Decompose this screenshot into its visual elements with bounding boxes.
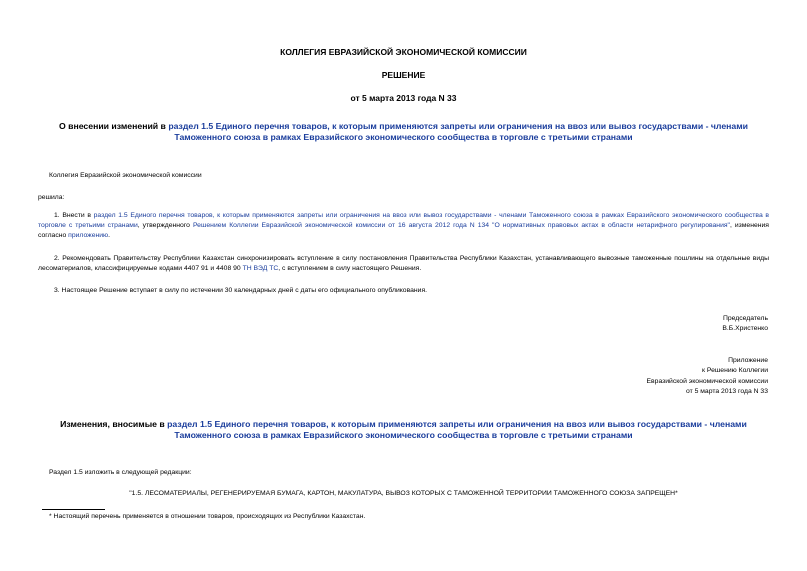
p2-text-1: 2. Рекомендовать Правительству Республики Казахстан синхронизировать вступление в силу постановления Правительства Республики Казахстан, устанавливающего вывозные таможенные пошлины на отдельные виды лесоматериалов, классифицируемые кодами 4407 91 и 4408 90 bbox=[38, 255, 769, 273]
p1-decision-link[interactable]: Решением Коллегии Евразийской экономической комиссии от 16 августа 2012 года N 134 "О нормативных правовых актах в области нетарифного регулирования" bbox=[192, 222, 730, 230]
paragraph-3: 3. Настоящее Решение вступает в силу по истечении 30 календарных дней с даты его официального опубликования. bbox=[54, 287, 428, 294]
title-section-link-cont[interactable]: Таможенного союза в рамках Евразийского экономического сообщества в торговле с третьими странами bbox=[174, 132, 633, 142]
p1-text-2: , утвержденного bbox=[137, 222, 193, 230]
footnote-text: * Настоящий перечень применяется в отношении товаров, происходящих из Республики Казахстан. bbox=[49, 513, 366, 520]
appendix-ref-line-3: Евразийской экономической комиссии bbox=[646, 377, 768, 385]
doc-type-heading: РЕШЕНИЕ bbox=[381, 70, 426, 80]
signature-position: Председатель bbox=[723, 315, 768, 322]
p2-text-2: , с вступлением в силу настоящего Решения. bbox=[278, 265, 422, 273]
footnote-divider bbox=[42, 509, 105, 510]
decided-text: решила: bbox=[38, 194, 65, 201]
appendix-ref-line-2: к Решению Коллегии bbox=[701, 367, 768, 375]
title-prefix: О внесении изменений в bbox=[58, 121, 169, 131]
appendix-title-prefix: Изменения, вносимые в bbox=[60, 419, 168, 429]
p1-appendix-link[interactable]: приложению bbox=[68, 232, 109, 240]
appendix-reference bbox=[647, 356, 768, 398]
appendix-ref-line-4: от 5 марта 2013 года N 33 bbox=[685, 388, 768, 396]
doc-date-heading: от 5 марта 2013 года N 33 bbox=[350, 93, 457, 103]
appendix-section-link[interactable]: раздел 1.5 Единого перечня товаров, к которым применяются запреты или ограничения на ввоз или вывоз государствами - членами bbox=[167, 419, 747, 429]
signature-block bbox=[722, 314, 768, 335]
appendix-title bbox=[40, 419, 767, 441]
p1-text-4: . bbox=[108, 232, 111, 240]
decision-title bbox=[40, 121, 767, 143]
paragraph-1 bbox=[38, 211, 769, 242]
signature-name: В.Б.Христенко bbox=[722, 325, 768, 333]
title-section-link[interactable]: раздел 1.5 Единого перечня товаров, к которым применяются запреты или ограничения на ввоз или вывоз государствами - членами bbox=[168, 121, 749, 131]
org-heading: КОЛЛЕГИЯ ЕВРАЗИЙСКОЙ ЭКОНОМИЧЕСКОЙ КОМИССИИ bbox=[280, 47, 527, 57]
p1-text-3: , изменения согласно bbox=[38, 222, 769, 240]
appendix-ref-line-1: Приложение bbox=[728, 357, 768, 364]
p2-tnved-link[interactable]: ТН ВЭД ТС bbox=[242, 265, 279, 273]
appendix-intro: Раздел 1.5 изложить в следующей редакции: bbox=[49, 469, 192, 476]
appendix-section-link-cont[interactable]: Таможенного союза в рамках Евразийского экономического сообщества в торговле с третьими странами bbox=[174, 430, 633, 440]
paragraph-2 bbox=[38, 254, 769, 274]
p1-section-link[interactable]: раздел 1.5 Единого перечня товаров, к которым применяются запреты или ограничения на ввоз или вывоз государствами - членами Таможенного союза в рамках Евразийского экономического сообщества в торговле с третьими странами bbox=[38, 212, 769, 230]
collegium-text: Коллегия Евразийской экономической комиссии bbox=[49, 172, 202, 179]
appendix-quote: "1.5. ЛЕСОМАТЕРИАЛЫ, РЕГЕНЕРИРУЕМАЯ БУМАГА, КАРТОН, МАКУЛАТУРА, ВЫВОЗ КОТОРЫХ С ТАМОЖЕННОЙ ТЕРРИТОРИИ ТАМОЖЕННОГО СОЮЗА ЗАПРЕЩЕН* bbox=[129, 490, 678, 497]
p1-text-1: 1. Внести в bbox=[54, 212, 94, 219]
